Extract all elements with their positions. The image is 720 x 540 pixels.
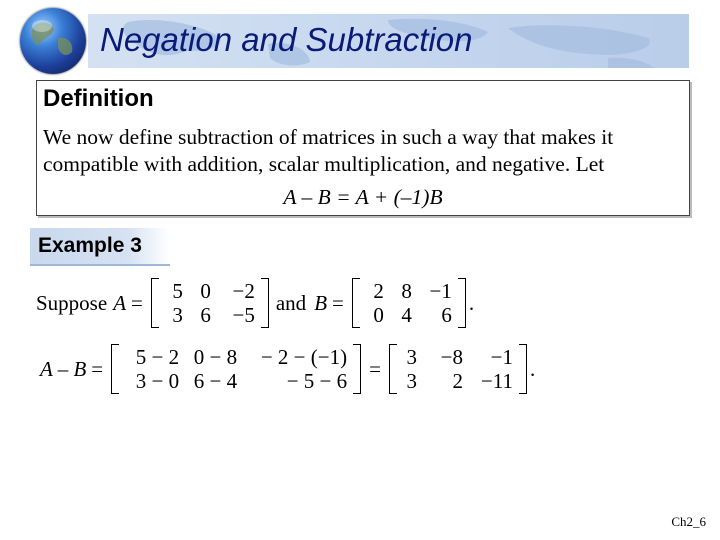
example-given-row	[36, 278, 474, 328]
matrix-b-cell: 2	[373, 279, 384, 303]
definition-text: We now define subtraction of matrices in such a way that makes it compatible with addition, scalar multiplication, and negative. Let	[43, 125, 614, 176]
var-b: B	[314, 290, 328, 315]
result-cell: −11	[480, 369, 513, 393]
title-banner	[88, 14, 689, 68]
diff-cell: − 5 − 6	[286, 369, 348, 393]
result-cell: 3	[406, 369, 417, 393]
matrix-a-cell: 6	[200, 303, 211, 327]
difference-lhs: A – B	[40, 356, 87, 381]
matrix-a-cell: −2	[232, 279, 255, 303]
matrix-a-cell: 5	[172, 279, 183, 303]
example-result-row	[40, 344, 535, 394]
period: .	[529, 356, 536, 381]
diff-cell: − 2 − (−1)	[260, 345, 348, 369]
equals-sign: =	[332, 290, 344, 315]
diff-cell: 6 − 4	[193, 369, 238, 393]
matrix-b-cell: 0	[373, 303, 384, 327]
matrix-result	[389, 344, 527, 394]
matrix-a-cell: 3	[172, 303, 183, 327]
globe-icon	[20, 8, 86, 74]
equals-sign: =	[369, 356, 381, 381]
matrix-b-cell: −1	[429, 279, 452, 303]
matrix-a	[151, 278, 269, 328]
definition-heading: Definition	[43, 85, 154, 112]
equals-sign: =	[91, 356, 104, 381]
matrix-a-cell: 0	[200, 279, 211, 303]
matrix-a-cell: −5	[232, 303, 255, 327]
matrix-b-cell: 8	[401, 279, 412, 303]
var-a: A	[113, 290, 127, 315]
result-cell: 2	[452, 369, 463, 393]
definition-formula: A – B = A + (–1)B	[283, 185, 443, 209]
slide-number: Ch2_6	[671, 514, 706, 529]
equals-sign: =	[131, 290, 143, 315]
result-cell: −1	[490, 345, 513, 369]
diff-cell: 0 − 8	[193, 345, 238, 369]
diff-cell: 3 − 0	[135, 369, 180, 393]
period: .	[468, 290, 475, 315]
result-cell: 3	[406, 345, 417, 369]
page-title: Negation and Subtraction	[100, 21, 473, 58]
matrix-b	[352, 278, 466, 328]
result-cell: −8	[440, 345, 463, 369]
and-text: and	[275, 290, 307, 315]
matrix-b-cell: 4	[401, 303, 412, 327]
definition-box	[36, 80, 690, 216]
diff-cell: 5 − 2	[135, 345, 180, 369]
matrix-b-cell: 6	[441, 303, 452, 327]
example-label: Example 3	[30, 228, 170, 266]
matrix-difference-expanded	[111, 344, 361, 394]
suppose-text: Suppose	[36, 290, 108, 315]
